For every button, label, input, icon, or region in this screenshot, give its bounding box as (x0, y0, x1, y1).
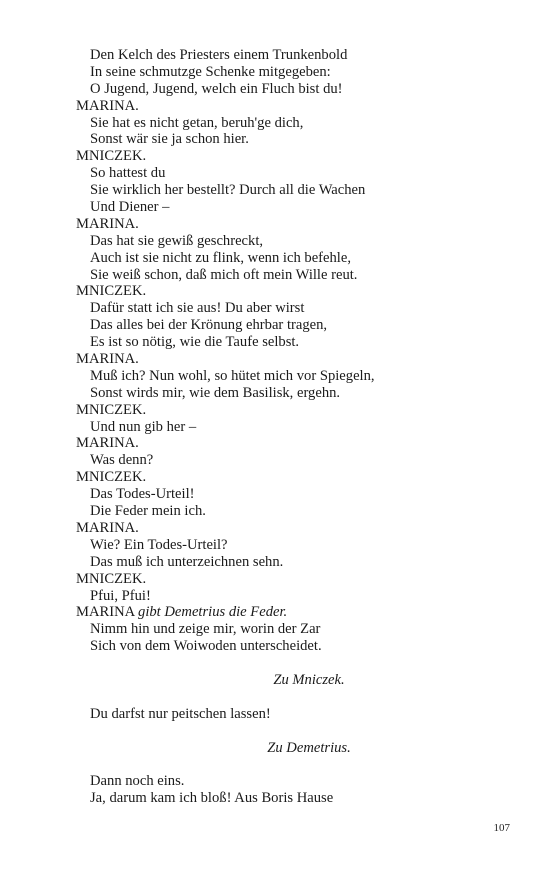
speaker-name: MNICZEK. (76, 570, 147, 587)
blank-line (76, 723, 516, 740)
verse-line: So hattest du (90, 165, 166, 182)
verse-line: Das Todes-Urteil! (90, 486, 195, 503)
blank-line (76, 689, 516, 706)
verse-line: Was denn? (90, 452, 154, 469)
verse-line: Es ist so nötig, wie die Taufe selbst. (90, 334, 300, 351)
speaker-name: MNICZEK. (76, 401, 147, 418)
verse-line: Das muß ich unterzeichnen sehn. (90, 553, 284, 570)
verse-line: Das hat sie gewiß geschreckt, (90, 232, 264, 249)
verse-line: Dafür statt ich sie aus! Du aber wirst (90, 300, 305, 317)
speaker-name: MNICZEK. (76, 148, 147, 165)
blank-line (76, 655, 516, 672)
verse-line: Sonst wirds mir, wie dem Basilisk, ergehn. (90, 384, 341, 401)
verse-line: Wie? Ein Todes-Urteil? (90, 536, 228, 553)
verse-line: Sie weiß schon, daß mich oft mein Wille reut. (90, 266, 358, 283)
speaker-name: MARINA. (76, 351, 139, 368)
speaker-name: MARINA. (76, 97, 139, 114)
verse-line: Nimm hin und zeige mir, worin der Zar (90, 621, 321, 638)
speaker-name: MARINA. (76, 435, 139, 452)
verse-line: In seine schmutzge Schenke mitgegeben: (90, 63, 331, 80)
verse-line: Sich von dem Woiwoden unterscheidet. (90, 638, 322, 655)
speaker-with-direction (76, 604, 516, 621)
verse-line: Das alles bei der Krönung ehrbar tragen, (90, 317, 328, 334)
verse-line: Sonst wär sie ja schon hier. (90, 131, 249, 148)
verse-line: Und Diener – (90, 199, 170, 216)
verse-line: O Jugend, Jugend, welch ein Fluch bist du! (90, 80, 343, 97)
play-text (76, 47, 516, 807)
speaker-name: MARINA (76, 604, 139, 621)
verse-line: Die Feder mein ich. (90, 503, 206, 520)
verse-line: Auch ist sie nicht zu flink, wenn ich befehle, (90, 249, 351, 266)
speaker-name: MARINA. (76, 215, 139, 232)
verse-line: Ja, darum kam ich bloß! Aus Boris Hause (90, 790, 334, 807)
stage-direction: gibt Demetrius die Feder. (138, 604, 288, 621)
blank-line (76, 756, 516, 773)
stage-direction: Zu Mniczek. (273, 671, 345, 688)
verse-line: Pfui, Pfui! (90, 587, 151, 604)
verse-line: Den Kelch des Priesters einem Trunkenbold (90, 47, 348, 63)
verse-line: Und nun gib her – (90, 418, 197, 435)
stage-direction: Zu Demetrius. (267, 739, 351, 756)
speaker-name: MNICZEK. (76, 469, 147, 486)
verse-line: Sie wirklich her bestellt? Durch all die Wachen (90, 182, 366, 199)
verse-line: Sie hat es nicht getan, beruh'ge dich, (90, 114, 304, 131)
speaker-name: MNICZEK. (76, 283, 147, 300)
verse-line: Du darfst nur peitschen lassen! (90, 705, 271, 722)
verse-line: Dann noch eins. (90, 773, 185, 790)
speaker-name: MARINA. (76, 519, 139, 536)
page-number: 107 (493, 822, 510, 834)
verse-line: Muß ich? Nun wohl, so hütet mich vor Spiegeln, (90, 367, 375, 384)
